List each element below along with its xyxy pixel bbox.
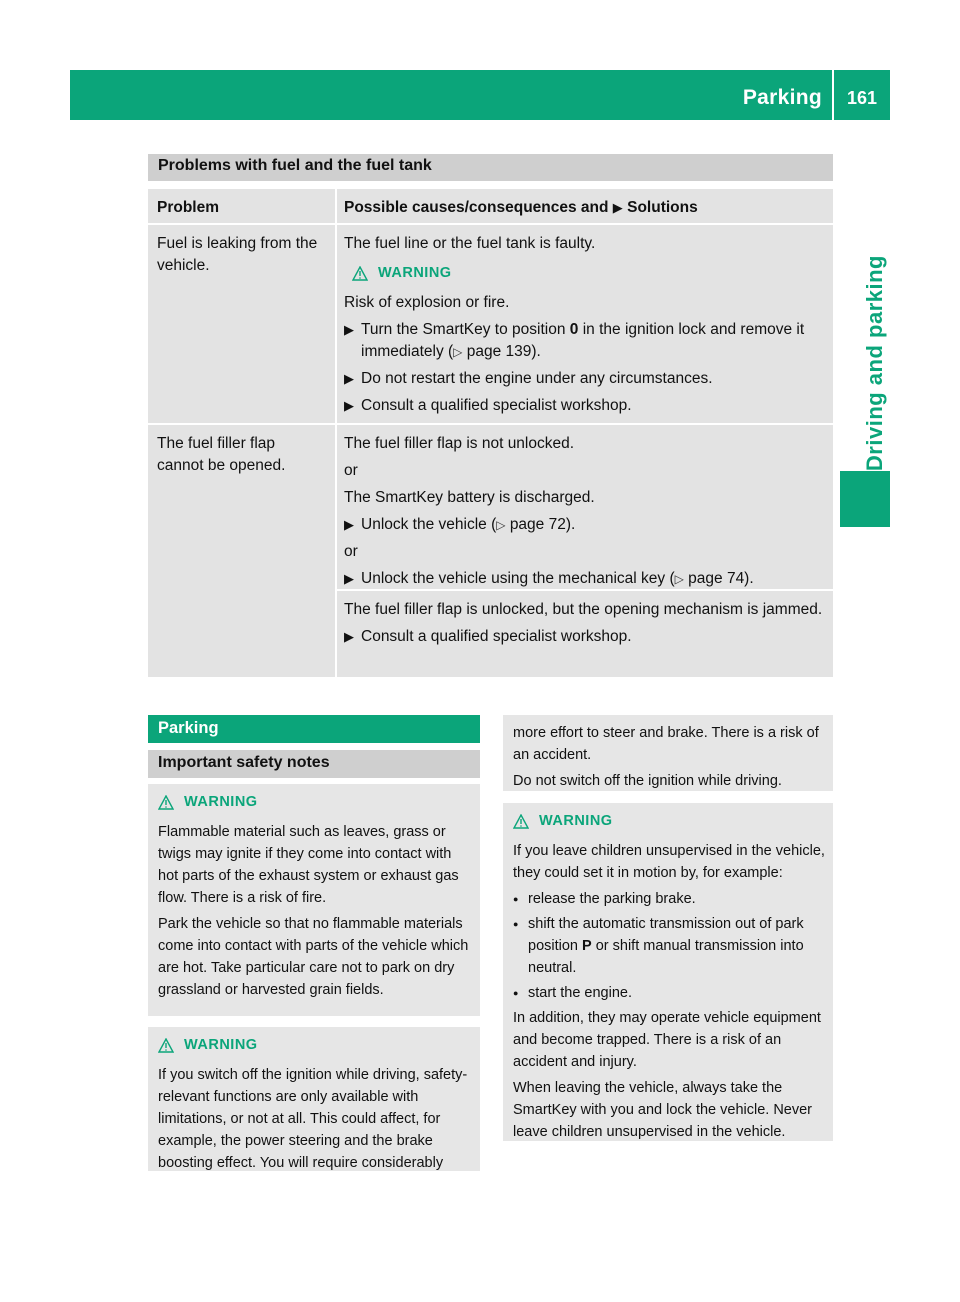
table-header-causes xyxy=(337,189,833,223)
instruction-step xyxy=(344,368,825,390)
instruction-step xyxy=(344,626,825,648)
page-number: 161 xyxy=(846,88,878,108)
warning-box-ignition xyxy=(148,1027,480,1171)
bullet-icon: ● xyxy=(513,988,519,998)
table-header-problem xyxy=(148,189,335,223)
table-title: Problems with fuel and the fuel tank xyxy=(148,154,833,181)
warning-heading xyxy=(344,262,825,284)
header-bar xyxy=(70,70,890,120)
instruction-step xyxy=(344,395,825,417)
position-value: 0 xyxy=(569,321,579,338)
section-title: Parking xyxy=(148,715,480,743)
warning-icon xyxy=(513,814,529,829)
warning-text: more effort to steer and brake. There is a risk of an accident. xyxy=(513,725,819,763)
warning-text: In addition, they may operate vehicle equipment and become trapped. There is a risk of an accident and injury. xyxy=(513,1010,821,1070)
warning-icon xyxy=(158,1038,174,1053)
page-ref-icon: ▷ xyxy=(674,572,684,586)
bullet-text: shift the automatic transmission out of park position xyxy=(528,916,804,954)
page-ref-icon: ▷ xyxy=(453,345,463,359)
header-section-title: Parking xyxy=(742,86,822,109)
gear-position-value: P xyxy=(582,938,592,954)
table-row-2-solution-a xyxy=(337,425,833,589)
bullet-icon: ● xyxy=(513,894,519,904)
warning-label: WARNING xyxy=(184,1037,258,1053)
subsection-title: Important safety notes xyxy=(148,750,480,778)
problem-text: Fuel is leaking from the vehicle. xyxy=(157,235,318,274)
warning-heading xyxy=(513,810,825,832)
cause-text: The SmartKey battery is discharged. xyxy=(344,489,595,506)
warning-heading xyxy=(158,1034,472,1056)
instruction-text: Turn the SmartKey to position xyxy=(361,321,566,338)
warning-label: WARNING xyxy=(539,813,613,829)
arrow-icon: ▶ xyxy=(344,629,354,644)
warning-text: Park the vehicle so that no flammable materials come into contact with parts of the vehicle which are hot. Take particular care not to park on dry grassland or harvested grain fields. xyxy=(158,916,469,998)
warning-text: When leaving the vehicle, always take the SmartKey with you and lock the vehicle. Never leave children unsupervised in the vehicle. xyxy=(513,1080,812,1140)
bullet-item xyxy=(513,982,825,1004)
warning-text: Flammable material such as leaves, grass or twigs may ignite if they come into contact with hot parts of the exhaust system or exhaust gas flow. There is a risk of fire. xyxy=(158,824,459,906)
table-row-1-problem xyxy=(148,225,335,423)
or-text: or xyxy=(344,543,358,560)
side-tab-label: Driving and parking xyxy=(862,255,887,472)
page-ref-link[interactable]: page 74). xyxy=(688,570,754,587)
warning-text: If you switch off the ignition while driving, safety-relevant functions are only available with limitations, or not at all. This could affect, for example, the power steering and the brake boosting effect. You will require considerably xyxy=(158,1067,468,1171)
instruction-step xyxy=(344,514,825,536)
instruction-text: Unlock the vehicle ( xyxy=(361,516,497,533)
arrow-icon: ▶ xyxy=(344,322,354,337)
instruction-step xyxy=(344,319,825,363)
cause-text: The fuel filler flap is unlocked, but the opening mechanism is jammed. xyxy=(344,601,823,618)
bullet-text: release the parking brake. xyxy=(528,891,696,907)
instruction-step xyxy=(344,568,825,590)
warning-text: Risk of explosion or fire. xyxy=(344,294,510,311)
bullet-icon: ● xyxy=(513,919,519,929)
instruction-text: in the ignition lock and remove it immediately ( xyxy=(361,321,805,360)
table-row-2-problem xyxy=(148,425,335,677)
arrow-icon: ▶ xyxy=(344,571,354,586)
arrow-icon: ▶ xyxy=(344,517,354,532)
arrow-icon: ▶ xyxy=(344,398,354,413)
page-ref-link[interactable]: page 139). xyxy=(466,343,541,360)
warning-label: WARNING xyxy=(184,794,258,810)
bullet-item xyxy=(513,913,825,979)
instruction-text: Consult a qualified specialist workshop. xyxy=(361,397,632,414)
table-header-problem-label: Problem xyxy=(157,199,220,216)
arrow-icon: ▶ xyxy=(344,371,354,386)
page-ref-icon: ▷ xyxy=(496,518,506,532)
side-tab-marker xyxy=(840,471,890,527)
instruction-text: Do not restart the engine under any circumstances. xyxy=(361,370,713,387)
warning-icon xyxy=(158,795,174,810)
page-ref-link[interactable]: page 72). xyxy=(509,516,576,533)
warning-label: WARNING xyxy=(378,265,452,281)
table-row-1-solution xyxy=(337,225,833,423)
bullet-text: start the engine. xyxy=(528,985,632,1001)
cause-text: The fuel filler flap is not unlocked. xyxy=(344,435,575,452)
warning-heading xyxy=(158,791,472,813)
table-header-solutions-label: Solutions xyxy=(627,199,698,216)
warning-box-children xyxy=(503,803,833,1141)
cause-text: The fuel line or the fuel tank is faulty. xyxy=(344,235,596,252)
bullet-item xyxy=(513,888,825,910)
problem-text: The fuel filler flap cannot be opened. xyxy=(157,435,286,474)
warning-box-fire xyxy=(148,784,480,1016)
warning-text: If you leave children unsupervised in the vehicle, they could set it in motion by, for example: xyxy=(513,843,825,881)
warning-icon xyxy=(352,266,368,281)
table-header-causes-label: Possible causes/consequences and xyxy=(344,199,609,216)
warning-text: Do not switch off the ignition while driving. xyxy=(513,773,782,789)
table-row-2-solution-b xyxy=(337,591,833,677)
or-text: or xyxy=(344,462,358,479)
bullet-text: or shift manual transmission into neutral. xyxy=(528,938,804,976)
warning-box-ignition-continued xyxy=(503,715,833,791)
instruction-text: Consult a qualified specialist workshop. xyxy=(361,628,632,645)
instruction-text: Unlock the vehicle using the mechanical key ( xyxy=(361,570,675,587)
arrow-icon: ▶ xyxy=(612,200,623,215)
